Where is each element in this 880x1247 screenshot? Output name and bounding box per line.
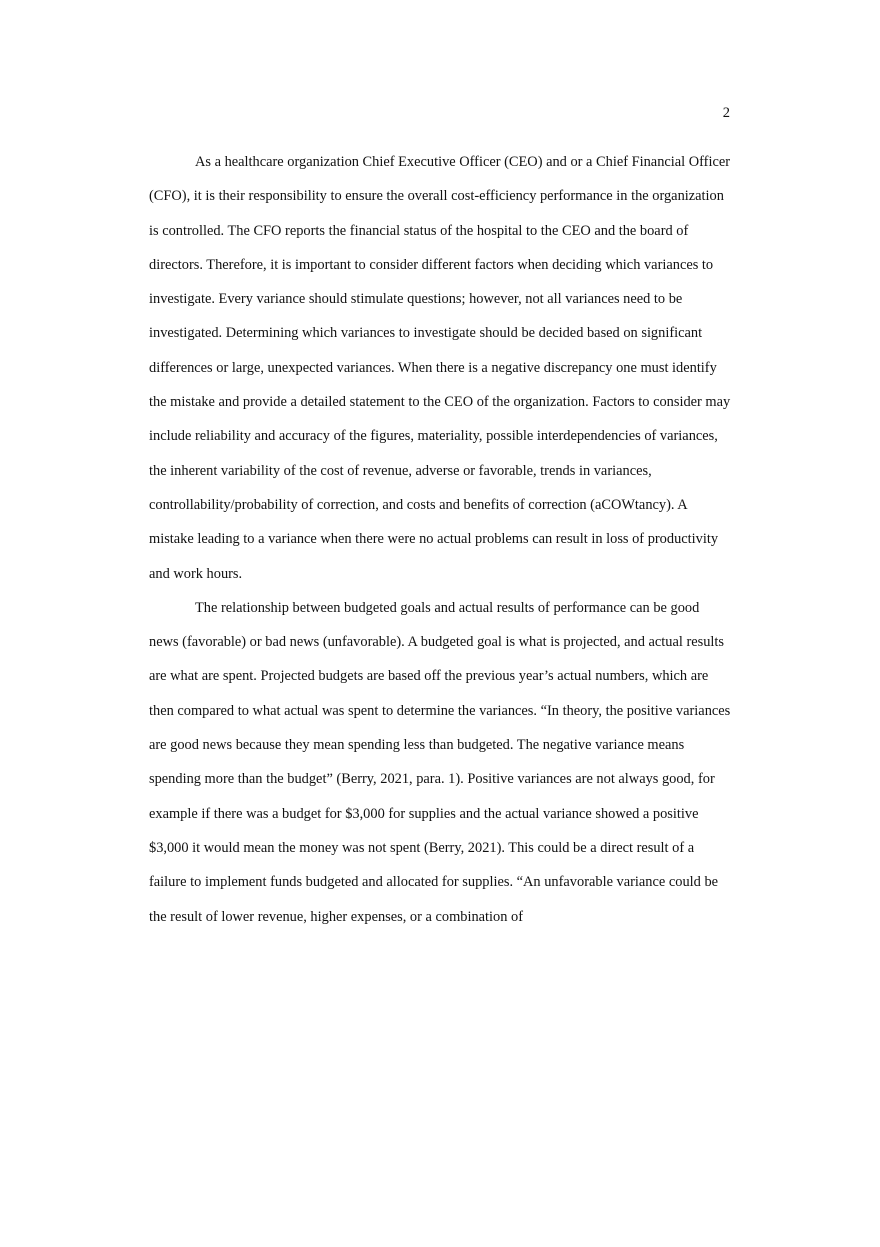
paragraph-2: The relationship between budgeted goals and actual results of performance can be good news (favorable) or bad news (unfavorable). A budgeted goal is what is projected, and actual results are what are spent. Projected budgets are based off the previous year’s actual numbers, which are then compared to what actual was spent to determine the variances. “In theory, the positive variances are good news because they mean spending less than budgeted. The negative variance means spending more than the budget” (Berry, 2021, para. 1). Positive variances are not always good, for example if there was a budget for $3,000 for supplies and the actual variance showed a positive $3,000 it would mean the money was not spent (Berry, 2021). This could be a direct result of a failure to implement funds budgeted and allocated for supplies. “An unfavorable variance could be the result of lower revenue, higher expenses, or a combination of [149,599,731,925]
paragraph-1: As a healthcare organization Chief Executive Officer (CEO) and or a Chief Financial Officer (CFO), it is their responsibility to ensure the overall cost-efficiency performance in the organization is controlled. The CFO reports the financial status of the hospital to the CEO and the board of directors. Therefore, it is important to consider different factors when deciding which variances to investigate. Every variance should stimulate questions; however, not all variances need to be investigated. Determining which variances to investigate should be decided based on significant differences or large, unexpected variances. When there is a negative discrepancy one must identify the mistake and provide a detailed statement to the CEO of the organization. Factors to consider may include reliability and accuracy of the figures, materiality, possible interdependencies of variances, the inherent variability of the cost of revenue, adverse or favorable, trends in variances, controllability/probability of correction, and costs and benefits of correction (aCOWtancy). A mistake leading to a variance when there were no actual problems can result in loss of productivity and work hours. [149,154,731,582]
page-number: 2 [722,105,730,121]
document-body [149,145,731,934]
